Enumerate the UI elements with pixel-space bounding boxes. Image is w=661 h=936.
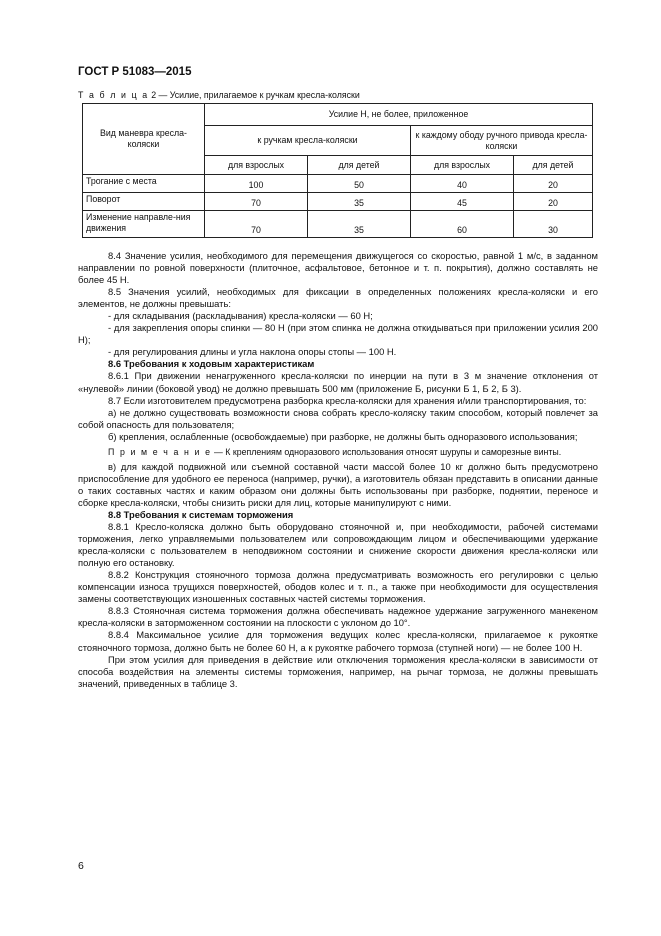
cell: 35 bbox=[308, 193, 411, 211]
cell: 30 bbox=[514, 211, 593, 238]
section-heading-8-6: 8.6 Требования к ходовым характеристикам bbox=[108, 358, 315, 370]
cell: 60 bbox=[411, 211, 514, 238]
cell: 40 bbox=[411, 175, 514, 193]
cell: 70 bbox=[205, 193, 308, 211]
document-code: ГОСТ Р 51083—2015 bbox=[78, 66, 192, 78]
paragraph-8-7: 8.7 Если изготовителем предусмотрена разборка кресла-коляски для хранения и/или транспортирования, то: bbox=[108, 394, 587, 406]
paragraph-8-4: 8.4 Значение усилия, необходимого для перемещения движущегося со скоростью, равной 1 м/с, в заданном направлении по ровной поверхности (плиточное, асфальтовое, бетонное и т. п. покрытия), должно составлять не более 45 Н. bbox=[78, 250, 598, 286]
list-item: а) не должно существовать возможности снова собрать кресло-коляску таким способом, который повлечет за собой опасность для пользователя; bbox=[78, 406, 598, 430]
force-table bbox=[82, 103, 593, 238]
header-handles: к ручкам кресла-коляски bbox=[205, 126, 411, 156]
note-label: П р и м е ч а н и е bbox=[108, 446, 212, 457]
header-children-rims: для детей bbox=[514, 156, 593, 175]
paragraph-8-8-3: 8.8.3 Стояночная система торможения должна обеспечивать надежное удержание загруженного манекеном кресла-коляски в заторможенном состоянии на плоскости с уклоном до 10°. bbox=[78, 605, 598, 629]
list-item: - для складывания (раскладывания) кресла-коляски — 60 Н; bbox=[108, 310, 373, 322]
header-rims: к каждому ободу ручного привода кресла-коляски bbox=[411, 126, 593, 156]
body-text bbox=[78, 250, 598, 690]
header-maneuver: Вид маневра кресла-коляски bbox=[83, 104, 205, 175]
page-number: 6 bbox=[78, 860, 84, 872]
cell: 35 bbox=[308, 211, 411, 238]
table-row bbox=[83, 175, 593, 193]
table-caption-text: 2 — Усилие, прилагаемое к ручкам кресла-коляски bbox=[148, 90, 360, 100]
cell: 20 bbox=[514, 193, 593, 211]
table-caption bbox=[78, 90, 360, 100]
paragraph-8-8-4: 8.8.4 Максимальное усилие для торможения ведущих колес кресла-коляски, прилагаемое к рукоятке стояночного тормоза, должно быть не более 60 Н, а к рукоятке рабочего тормоза (ступней ноги) — не более 100 Н. bbox=[78, 629, 598, 653]
note bbox=[78, 446, 598, 458]
cell: 20 bbox=[514, 175, 593, 193]
row-label: Поворот bbox=[83, 193, 205, 211]
paragraph-final: При этом усилия для приведения в действие или отключения торможения кресла-коляски в зависимости от способа воздействия на элементы системы торможения, например, на рычаг тормоза, не должны превышать значений, приведенных в таблице 3. bbox=[78, 653, 598, 689]
table-caption-label: Т а б л и ц а bbox=[78, 90, 149, 100]
paragraph-8-6-1: 8.6.1 При движении ненагруженного кресла-коляски по инерции на пути в 3 м значение отклонения от «нулевой» линии (боковой увод) не должно превышать 500 мм (приложение Б, рисунки Б 1, Б 2, Б 3). bbox=[78, 370, 598, 394]
cell: 45 bbox=[411, 193, 514, 211]
header-children-handles: для детей bbox=[308, 156, 411, 175]
list-item: - для закрепления опоры спинки — 80 Н (при этом спинка не должна откидываться при приложении усилия 200 Н); bbox=[78, 322, 598, 346]
paragraph-8-8-2: 8.8.2 Конструкция стояночного тормоза должна предусматривать возможность его регулировки с целью компенсации износа трущихся поверхностей, ободов колес и т. п., а также при необходимости для осуществления замены соответствующих изношенных составных частей системы торможения. bbox=[78, 569, 598, 605]
list-item: - для регулирования длины и угла наклона опоры стопы — 100 Н. bbox=[108, 346, 397, 358]
section-heading-8-8: 8.8 Требования к системам торможения bbox=[108, 508, 294, 520]
list-item: б) крепления, ослабленные (освобождаемые) при разборке, не должны быть одноразового использования; bbox=[108, 430, 578, 442]
header-adults-handles: для взрослых bbox=[205, 156, 308, 175]
cell: 50 bbox=[308, 175, 411, 193]
row-label: Изменение направле-ния движения bbox=[83, 211, 205, 238]
list-item: в) для каждой подвижной или съемной составной части массой более 10 кг должно быть предусмотрено приспособление для удобного ее переноса (например, ручки), а изготовитель обязан представить в описании данные о таких составных частях и каким образом они должны быть использованы при разборке, поднятии, переносе и сборке кресла-коляски, чтобы снизить риски для лиц, которые манипулируют с ними. bbox=[78, 460, 598, 508]
cell: 70 bbox=[205, 211, 308, 238]
paragraph-8-8-1: 8.8.1 Кресло-коляска должно быть оборудовано стояночной и, при необходимости, рабочей системами торможения, легко управляемыми пользователем или сопровождающим лицом и обеспечивающими удержание кресла-коляски с пользователем в неподвижном состоянии и снижение скорости движения кресла-коляски или полную его остановку. bbox=[78, 521, 598, 569]
header-adults-rims: для взрослых bbox=[411, 156, 514, 175]
paragraph-8-5: 8.5 Значения усилий, необходимых для фиксации в определенных положениях кресла-коляски и его элементов, не должны превышать: bbox=[78, 286, 598, 310]
table-row bbox=[83, 211, 593, 238]
row-label: Трогание с места bbox=[83, 175, 205, 193]
note-text: — К креплениям одноразового использования относят шурупы и саморезные винты. bbox=[211, 446, 562, 457]
table-row bbox=[83, 193, 593, 211]
cell: 100 bbox=[205, 175, 308, 193]
header-force: Усилие Н, не более, приложенное bbox=[205, 104, 593, 126]
